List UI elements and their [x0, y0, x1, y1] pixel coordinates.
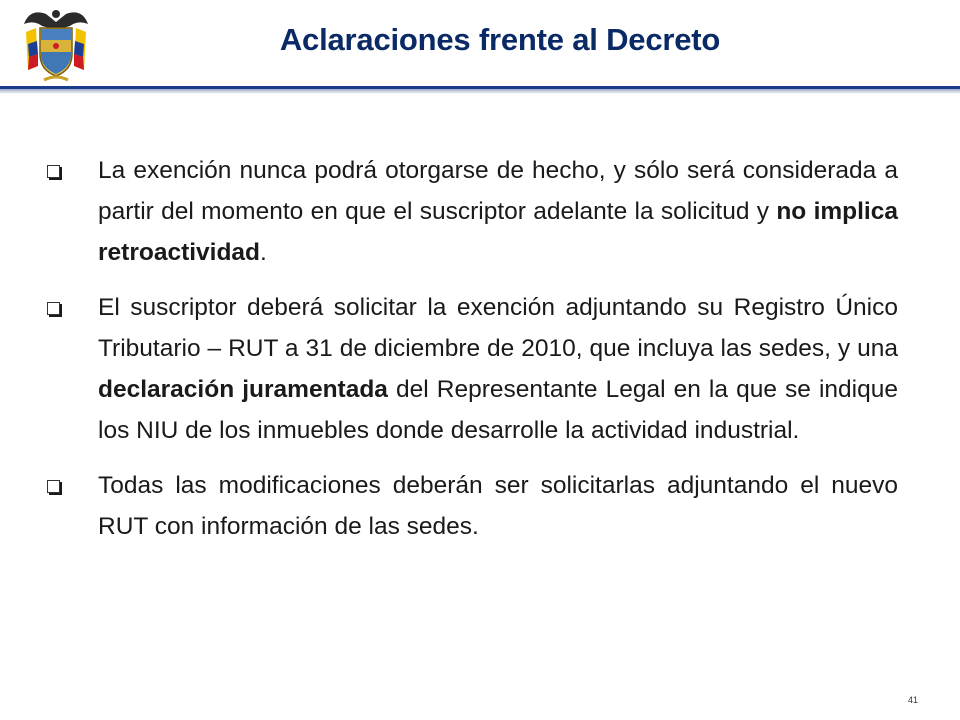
bullet-bold-text: declaración juramentada — [98, 376, 388, 403]
title-underline-shadow — [0, 89, 960, 94]
bullet-item — [40, 287, 898, 451]
bullet-bold-text: no implica retroactividad — [98, 198, 898, 266]
bullet-text: La exención nunca podrá otorgarse de hecho, y sólo será considerada a partir del momento en que el suscriptor adelante la solicitud y — [98, 157, 898, 225]
bullet-text-end: . — [260, 239, 267, 266]
bullet-item — [40, 465, 898, 547]
bullet-text-end: del Representante Legal en la que se indique los NIU de los inmuebles donde desarrolle la actividad industrial. — [98, 376, 898, 444]
slide-header — [0, 0, 960, 90]
square-bullet-icon — [47, 302, 60, 315]
square-bullet-icon — [47, 480, 60, 493]
bullet-text: El suscriptor deberá solicitar la exención adjuntando su Registro Único Tributario – RUT a 31 de diciembre de 2010, que incluya las sedes, y una — [98, 294, 898, 362]
page-number: 41 — [908, 695, 919, 705]
slide-title: Aclaraciones frente al Decreto — [279, 22, 721, 57]
bullet-text: Todas las modificaciones deberán ser solicitarlas adjuntando el nuevo RUT con información de las sedes. — [98, 472, 898, 540]
square-bullet-icon — [47, 165, 60, 178]
bullet-item — [40, 150, 898, 273]
bullet-list — [40, 150, 898, 561]
